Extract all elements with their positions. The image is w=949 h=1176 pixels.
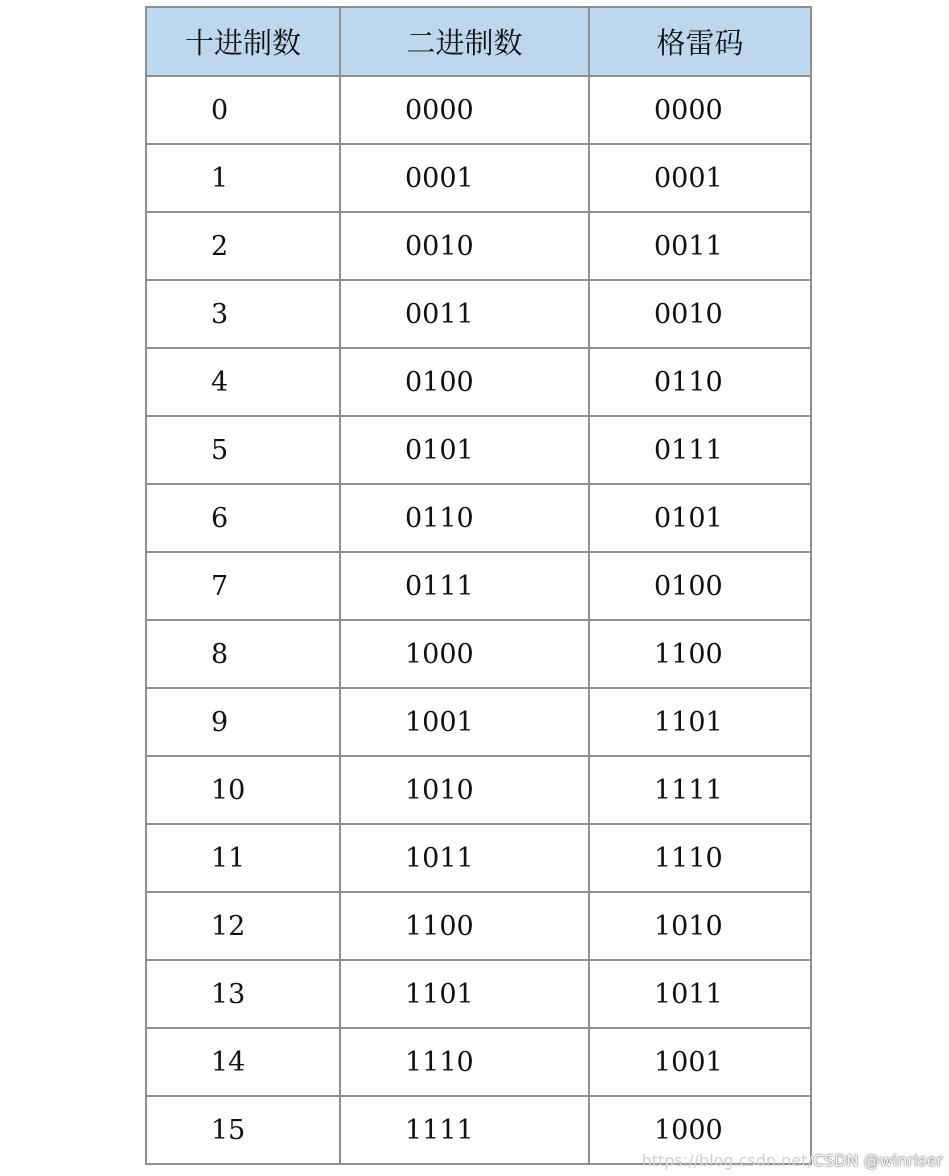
header-row	[146, 7, 811, 76]
header-decimal: 十进制数	[146, 7, 340, 76]
binary-cell: 0110	[340, 484, 589, 552]
binary-cell: 0001	[340, 144, 589, 212]
decimal-cell: 14	[146, 1028, 340, 1096]
decimal-cell: 13	[146, 960, 340, 1028]
table-row	[146, 76, 811, 144]
decimal-cell: 0	[146, 76, 340, 144]
table-row	[146, 756, 811, 824]
table-row	[146, 892, 811, 960]
gray-code-cell: 0000	[589, 76, 811, 144]
gray-code-cell: 1110	[589, 824, 811, 892]
gray-code-cell: 1100	[589, 620, 811, 688]
table-row	[146, 484, 811, 552]
gray-code-cell: 1010	[589, 892, 811, 960]
decimal-cell: 12	[146, 892, 340, 960]
header-gray-code: 格雷码	[589, 7, 811, 76]
gray-code-cell: 0010	[589, 280, 811, 348]
decimal-cell: 8	[146, 620, 340, 688]
binary-cell: 0000	[340, 76, 589, 144]
gray-code-cell: 1011	[589, 960, 811, 1028]
binary-cell: 0100	[340, 348, 589, 416]
watermark-brand: CSDN @winriser	[812, 1151, 943, 1170]
gray-code-cell: 0001	[589, 144, 811, 212]
gray-code-cell: 0110	[589, 348, 811, 416]
gray-code-cell: 0011	[589, 212, 811, 280]
binary-cell: 0010	[340, 212, 589, 280]
gray-code-cell: 1000	[589, 1096, 811, 1164]
table-row	[146, 280, 811, 348]
binary-cell: 1001	[340, 688, 589, 756]
binary-cell: 0011	[340, 280, 589, 348]
gray-code-cell: 1001	[589, 1028, 811, 1096]
gray-code-table	[145, 6, 812, 1165]
decimal-cell: 7	[146, 552, 340, 620]
table-row	[146, 144, 811, 212]
binary-cell: 0101	[340, 416, 589, 484]
table-row	[146, 960, 811, 1028]
decimal-cell: 2	[146, 212, 340, 280]
header-binary: 二进制数	[340, 7, 589, 76]
decimal-cell: 3	[146, 280, 340, 348]
gray-code-cell: 0100	[589, 552, 811, 620]
binary-cell: 0111	[340, 552, 589, 620]
decimal-cell: 5	[146, 416, 340, 484]
decimal-cell: 9	[146, 688, 340, 756]
binary-cell: 1101	[340, 960, 589, 1028]
binary-cell: 1110	[340, 1028, 589, 1096]
table-row	[146, 348, 811, 416]
table-body	[146, 76, 811, 1164]
table-row	[146, 824, 811, 892]
binary-cell: 1011	[340, 824, 589, 892]
decimal-cell: 6	[146, 484, 340, 552]
table-row	[146, 552, 811, 620]
gray-code-cell: 1101	[589, 688, 811, 756]
watermark-url: https://blog.csdn.net/	[641, 1151, 813, 1170]
decimal-cell: 15	[146, 1096, 340, 1164]
csdn-watermark	[642, 1151, 943, 1170]
gray-code-cell: 0101	[589, 484, 811, 552]
binary-cell: 1100	[340, 892, 589, 960]
table-row	[146, 1028, 811, 1096]
gray-code-cell: 0111	[589, 416, 811, 484]
decimal-cell: 10	[146, 756, 340, 824]
decimal-cell: 11	[146, 824, 340, 892]
table-row	[146, 212, 811, 280]
decimal-cell: 1	[146, 144, 340, 212]
table-row	[146, 688, 811, 756]
binary-cell: 1010	[340, 756, 589, 824]
gray-code-cell: 1111	[589, 756, 811, 824]
table-row	[146, 620, 811, 688]
binary-cell: 1000	[340, 620, 589, 688]
decimal-cell: 4	[146, 348, 340, 416]
table-row	[146, 416, 811, 484]
binary-cell: 1111	[340, 1096, 589, 1164]
table-header	[146, 7, 811, 76]
